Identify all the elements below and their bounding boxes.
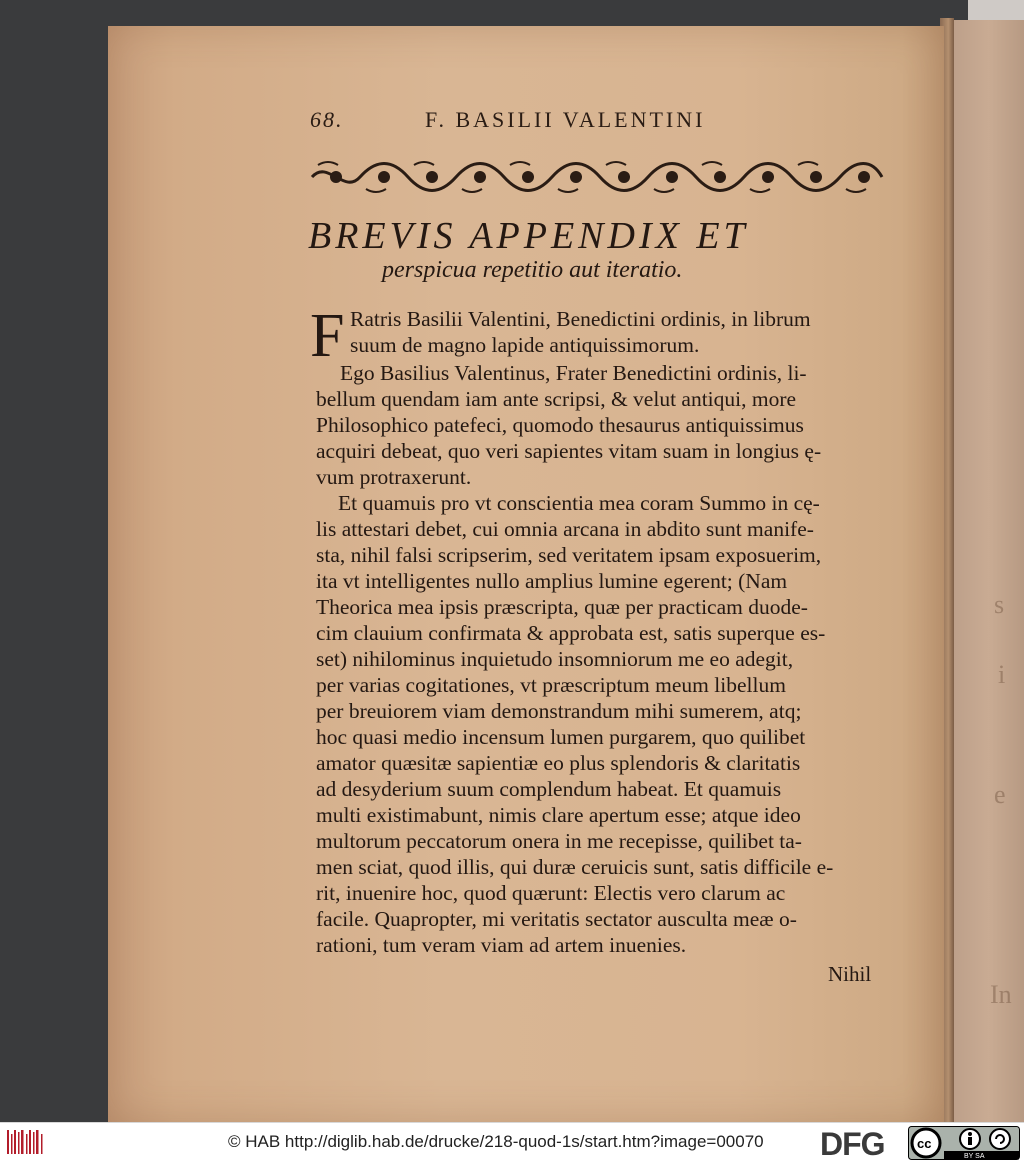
text-line: ita vt intelligentes nullo amplius lumine egerent; (Nam [316,569,788,593]
text-line: set) nihilominus inquietudo insomniorum me eo adegit, [316,647,794,671]
dfg-logo-text: DFG [820,1127,885,1159]
viewer-footer [0,1122,1024,1163]
text-line: amator quæsitæ sapientiæ eo plus splendoris & claritatis [316,751,801,775]
text-line: bellum quendam iam ante scripsi, & velut antiqui, more [316,387,797,411]
text-line: ad desyderium suum complendum habeat. Et quamuis [316,777,782,801]
text-line: Et quamuis pro vt conscientia mea coram Summo in cę- [338,491,820,515]
running-head-author: F. BASILII VALENTINI [425,107,706,132]
text-line: suum de magno lapide antiquissimorum. [350,333,700,357]
text-line: multorum peccatorum onera in me recepisse, quilibet ta- [316,829,802,853]
scan-edge [968,0,1024,20]
text-line: per breuiorem viam demonstrandum mihi sumerem, atq; [316,699,802,723]
svg-text:cc: cc [917,1136,932,1151]
section-title: BREVIS APPENDIX ET [308,215,749,257]
text-line: Ego Basilius Valentinus, Frater Benedictini ordinis, li- [340,361,807,385]
text-line: sta, nihil falsi scripserim, sed veritatem ipsam exposuerim, [316,543,822,567]
text-line: multi existimabunt, nimis clare apertum esse; atque ideo [316,803,801,827]
text-line: cim clauium confirmata & approbata est, satis superque es- [316,621,826,645]
library-barcode-icon [6,1128,46,1156]
dfg-logo [818,1127,908,1159]
text-line: Ratris Basilii Valentini, Benedictini ordinis, in librum [350,307,811,331]
text-line: acquiri debeat, quo veri sapientes vitam suam in longius ę- [316,439,822,463]
drop-capital: F [310,302,345,370]
text-line: facile. Quapropter, mi veritatis sectator ausculta meæ o- [316,907,797,931]
text-line: rationi, tum veram viam ad artem inuenies. [316,933,687,957]
page-number: 68. [310,107,344,132]
copyright-link[interactable]: © HAB http://diglib.hab.de/drucke/218-quod-1s/start.htm?image=00070 [228,1132,764,1151]
text-line: lis attestari debet, cui omnia arcana in abdito sunt manife- [316,517,814,541]
text-line: vum protraxerunt. [316,465,472,489]
running-head [310,107,790,137]
cc-license-label: BY SA [964,1153,985,1160]
text-line: per varias cogitationes, vt præscriptum meum libellum [316,673,786,697]
text-line: Philosophico patefeci, quomodo thesaurus antiquissimus [316,413,804,437]
cc-license-badge[interactable] [908,1126,1020,1160]
ornamental-border [308,157,886,197]
text-line: Theorica mea ipsis præscripta, quæ per practicam duode- [316,595,808,619]
text-line: hoc quasi medio incensum lumen purgarem, quo quilibet [316,725,806,749]
catchword: Nihil [828,962,872,986]
facing-page-edge: s i e In [954,20,1024,1122]
text-line: rit, inuenire hoc, quod quærunt: Electis vero clarum ac [316,881,786,905]
text-line: men sciat, quod illis, qui duræ ceruicis sunt, satis difficile e- [316,855,834,879]
section-subtitle: perspicua repetitio aut iteratio. [382,257,683,283]
